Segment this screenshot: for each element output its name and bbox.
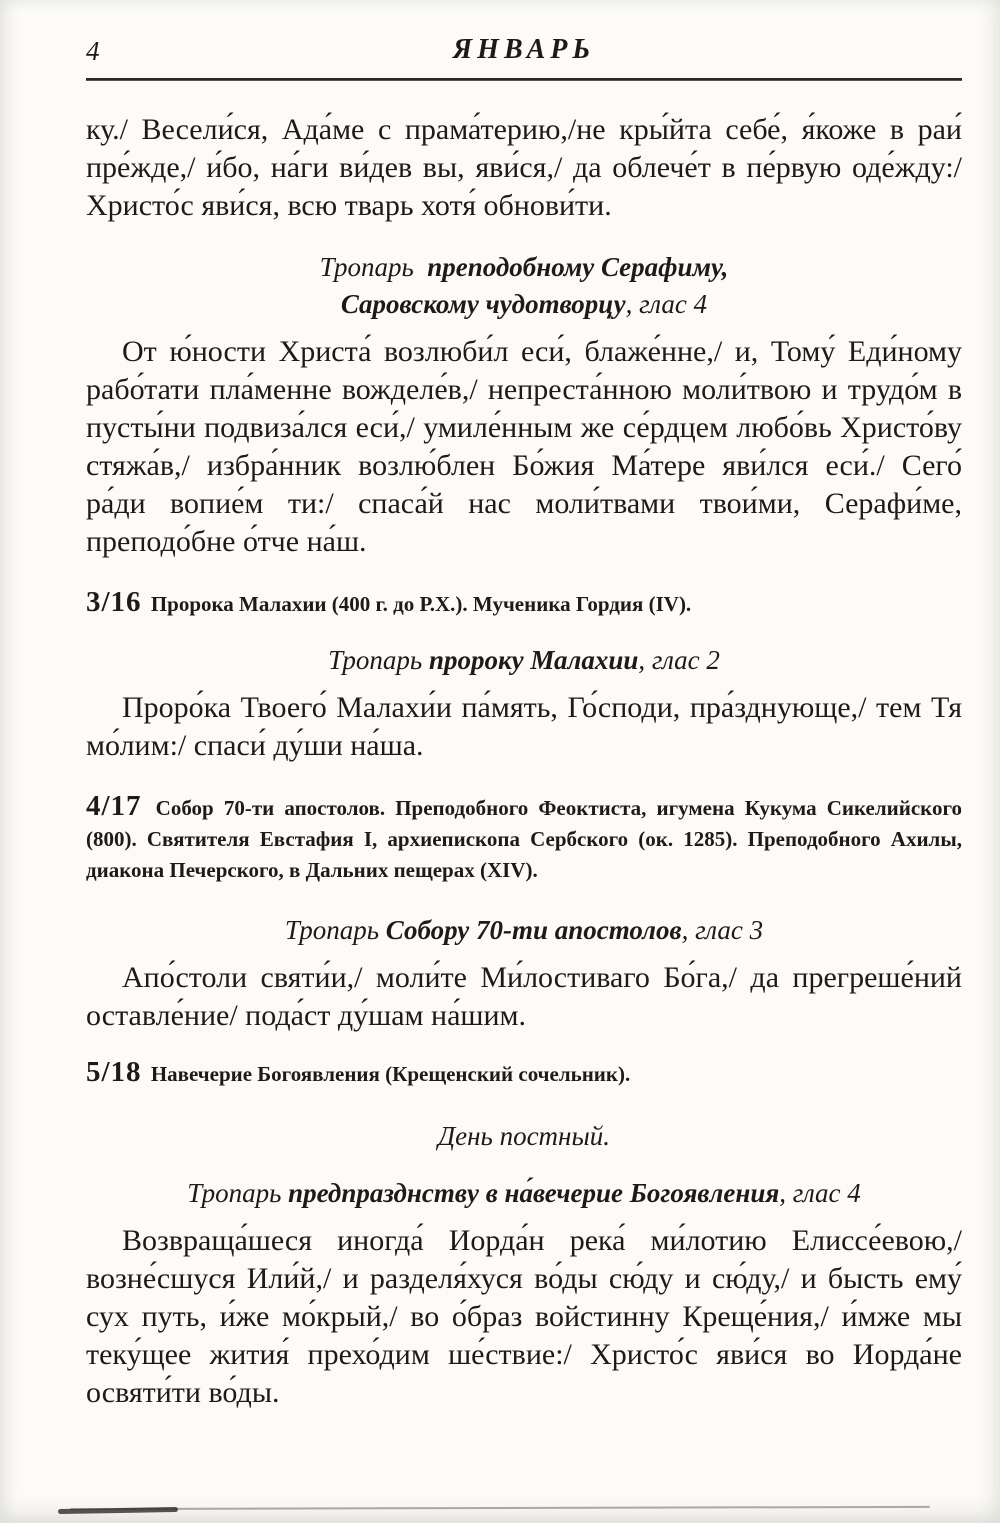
fast-day-note: День постный. xyxy=(437,1121,610,1151)
troparion-label: Тропарь xyxy=(187,1178,282,1208)
month-title: ЯНВАРЬ xyxy=(452,34,596,65)
troparion-heading-line-2 xyxy=(86,286,962,323)
troparion-label: Тропарь xyxy=(328,645,423,675)
header-rule xyxy=(86,78,962,81)
page-number: 4 xyxy=(86,36,100,66)
troparion-heading-line xyxy=(86,1175,962,1212)
calendar-entry-4-17 xyxy=(86,791,962,886)
calendar-commemorations: Собор 70-ти апостолов. Преподобного Феоктиста, игумена Кукума Сикелийского (800). Святителя Евстафия I, архиепископа Сербского (ок. 1285). Преподобного Ахилы, диакона Печерского, в Дальних пещерах (XIV). xyxy=(86,796,962,882)
calendar-commemorations: Навечерие Богоявления (Крещенский сочельник). xyxy=(150,1062,631,1086)
page-header xyxy=(86,34,962,72)
calendar-commemorations: Пророка Малахии (400 г. до Р.Х.). Мученика Гордия (IV). xyxy=(150,592,692,616)
calendar-date: 3/16 xyxy=(86,586,142,618)
troparion-glas: , глас 2 xyxy=(638,645,720,675)
troparion-heading-seraphim xyxy=(86,249,962,323)
scan-artifact-line xyxy=(70,1506,930,1510)
troparion-dedication: пророку Малахии xyxy=(428,645,639,675)
troparion-heading-malachi xyxy=(86,642,962,679)
troparion-glas: , глас 4 xyxy=(779,1178,861,1208)
troparion-heading-apostles xyxy=(86,912,962,949)
calendar-entry-3-16 xyxy=(86,587,962,620)
troparion-glas: , глас 4 xyxy=(625,289,708,319)
paragraph-troparion-malachi: Проро́ка Твоего́ Малахи́и па́мять, Го́споди, пра́зднующе,/ тем Тя мо́лим:/ спаси́ ду́ши на́ша. xyxy=(86,691,962,762)
troparion-dedication: Собору 70-ти апостолов xyxy=(385,915,682,945)
troparion-glas: , глас 3 xyxy=(681,915,764,945)
calendar-date: 4/17 xyxy=(86,790,142,822)
page-body xyxy=(86,111,962,1412)
troparion-heading-forefeast xyxy=(86,1175,962,1212)
calendar-entry-5-18 xyxy=(86,1057,962,1090)
calendar-date: 5/18 xyxy=(86,1056,142,1088)
troparion-heading-line xyxy=(86,642,962,679)
scan-artifact-smudge xyxy=(58,1507,178,1514)
paragraph-troparion-apostles: Апо́столи святи́и,/ моли́те Ми́лостиваго Бо́га,/ да прегреше́ний оставле́ние/ пода́ст ду́шам на́шим. xyxy=(86,961,962,1032)
troparion-label: Тропарь xyxy=(284,915,380,945)
paragraph-adam-continuation: ку./ Весели́ся, Ада́ме с прама́терию,/не кры́йта себе́, я́коже в раи́ пре́жде,/ и́бо, на́ги ви́дев вы, яви́ся,/ да облече́т в пе́рвую оде́жду:/ Христо́с яви́ся, всю тварь хотя́ обнови́ти. xyxy=(86,113,962,222)
troparion-dedication: преподобному Серафиму, xyxy=(427,252,729,282)
paragraph-troparion-seraphim: От ю́ности Христа́ возлюби́л еси́, блаже́нне,/ и, Тому́ Еди́ному рабо́тати пла́менне вожделе́в,/ непреста́нною моли́твою и трудо́м в пусты́ни подвиза́лся еси́,/ умиле́нным же се́рдцем любо́вь Христо́ву стяжа́в,/ избра́нник возлю́блен Бо́жия Ма́тере яви́лся еси́./ Сего́ ра́ди вопие́м ти:/ спаса́й нас моли́твами твои́ми, Серафи́ме, преподо́бне о́тче на́ш. xyxy=(86,335,962,558)
paragraph-troparion-forefeast: Возвраща́шеся иногда́ Иорда́н река́ ми́лотию Елиссе́евою,/ возне́сшуся Или́й,/ и разделя́хуся во́ды сю́ду и сю́ду,/ и бысть ему́ сух путь, и́же мо́крый,/ во о́браз войстинну Креще́ния,/ и́мже мы теку́щее жития́ прехо́дим ше́ствие:/ Христо́с яви́ся во Иорда́не освяти́ти во́ды. xyxy=(86,1224,962,1409)
troparion-dedication-continued: Саровскому чудотворцу xyxy=(340,289,626,319)
troparion-heading-line-1 xyxy=(86,249,962,286)
troparion-label: Тропарь xyxy=(319,252,414,282)
troparion-heading-line xyxy=(86,912,962,949)
troparion-dedication: предпразднству в на́вечерие Богоявления xyxy=(288,1178,780,1208)
